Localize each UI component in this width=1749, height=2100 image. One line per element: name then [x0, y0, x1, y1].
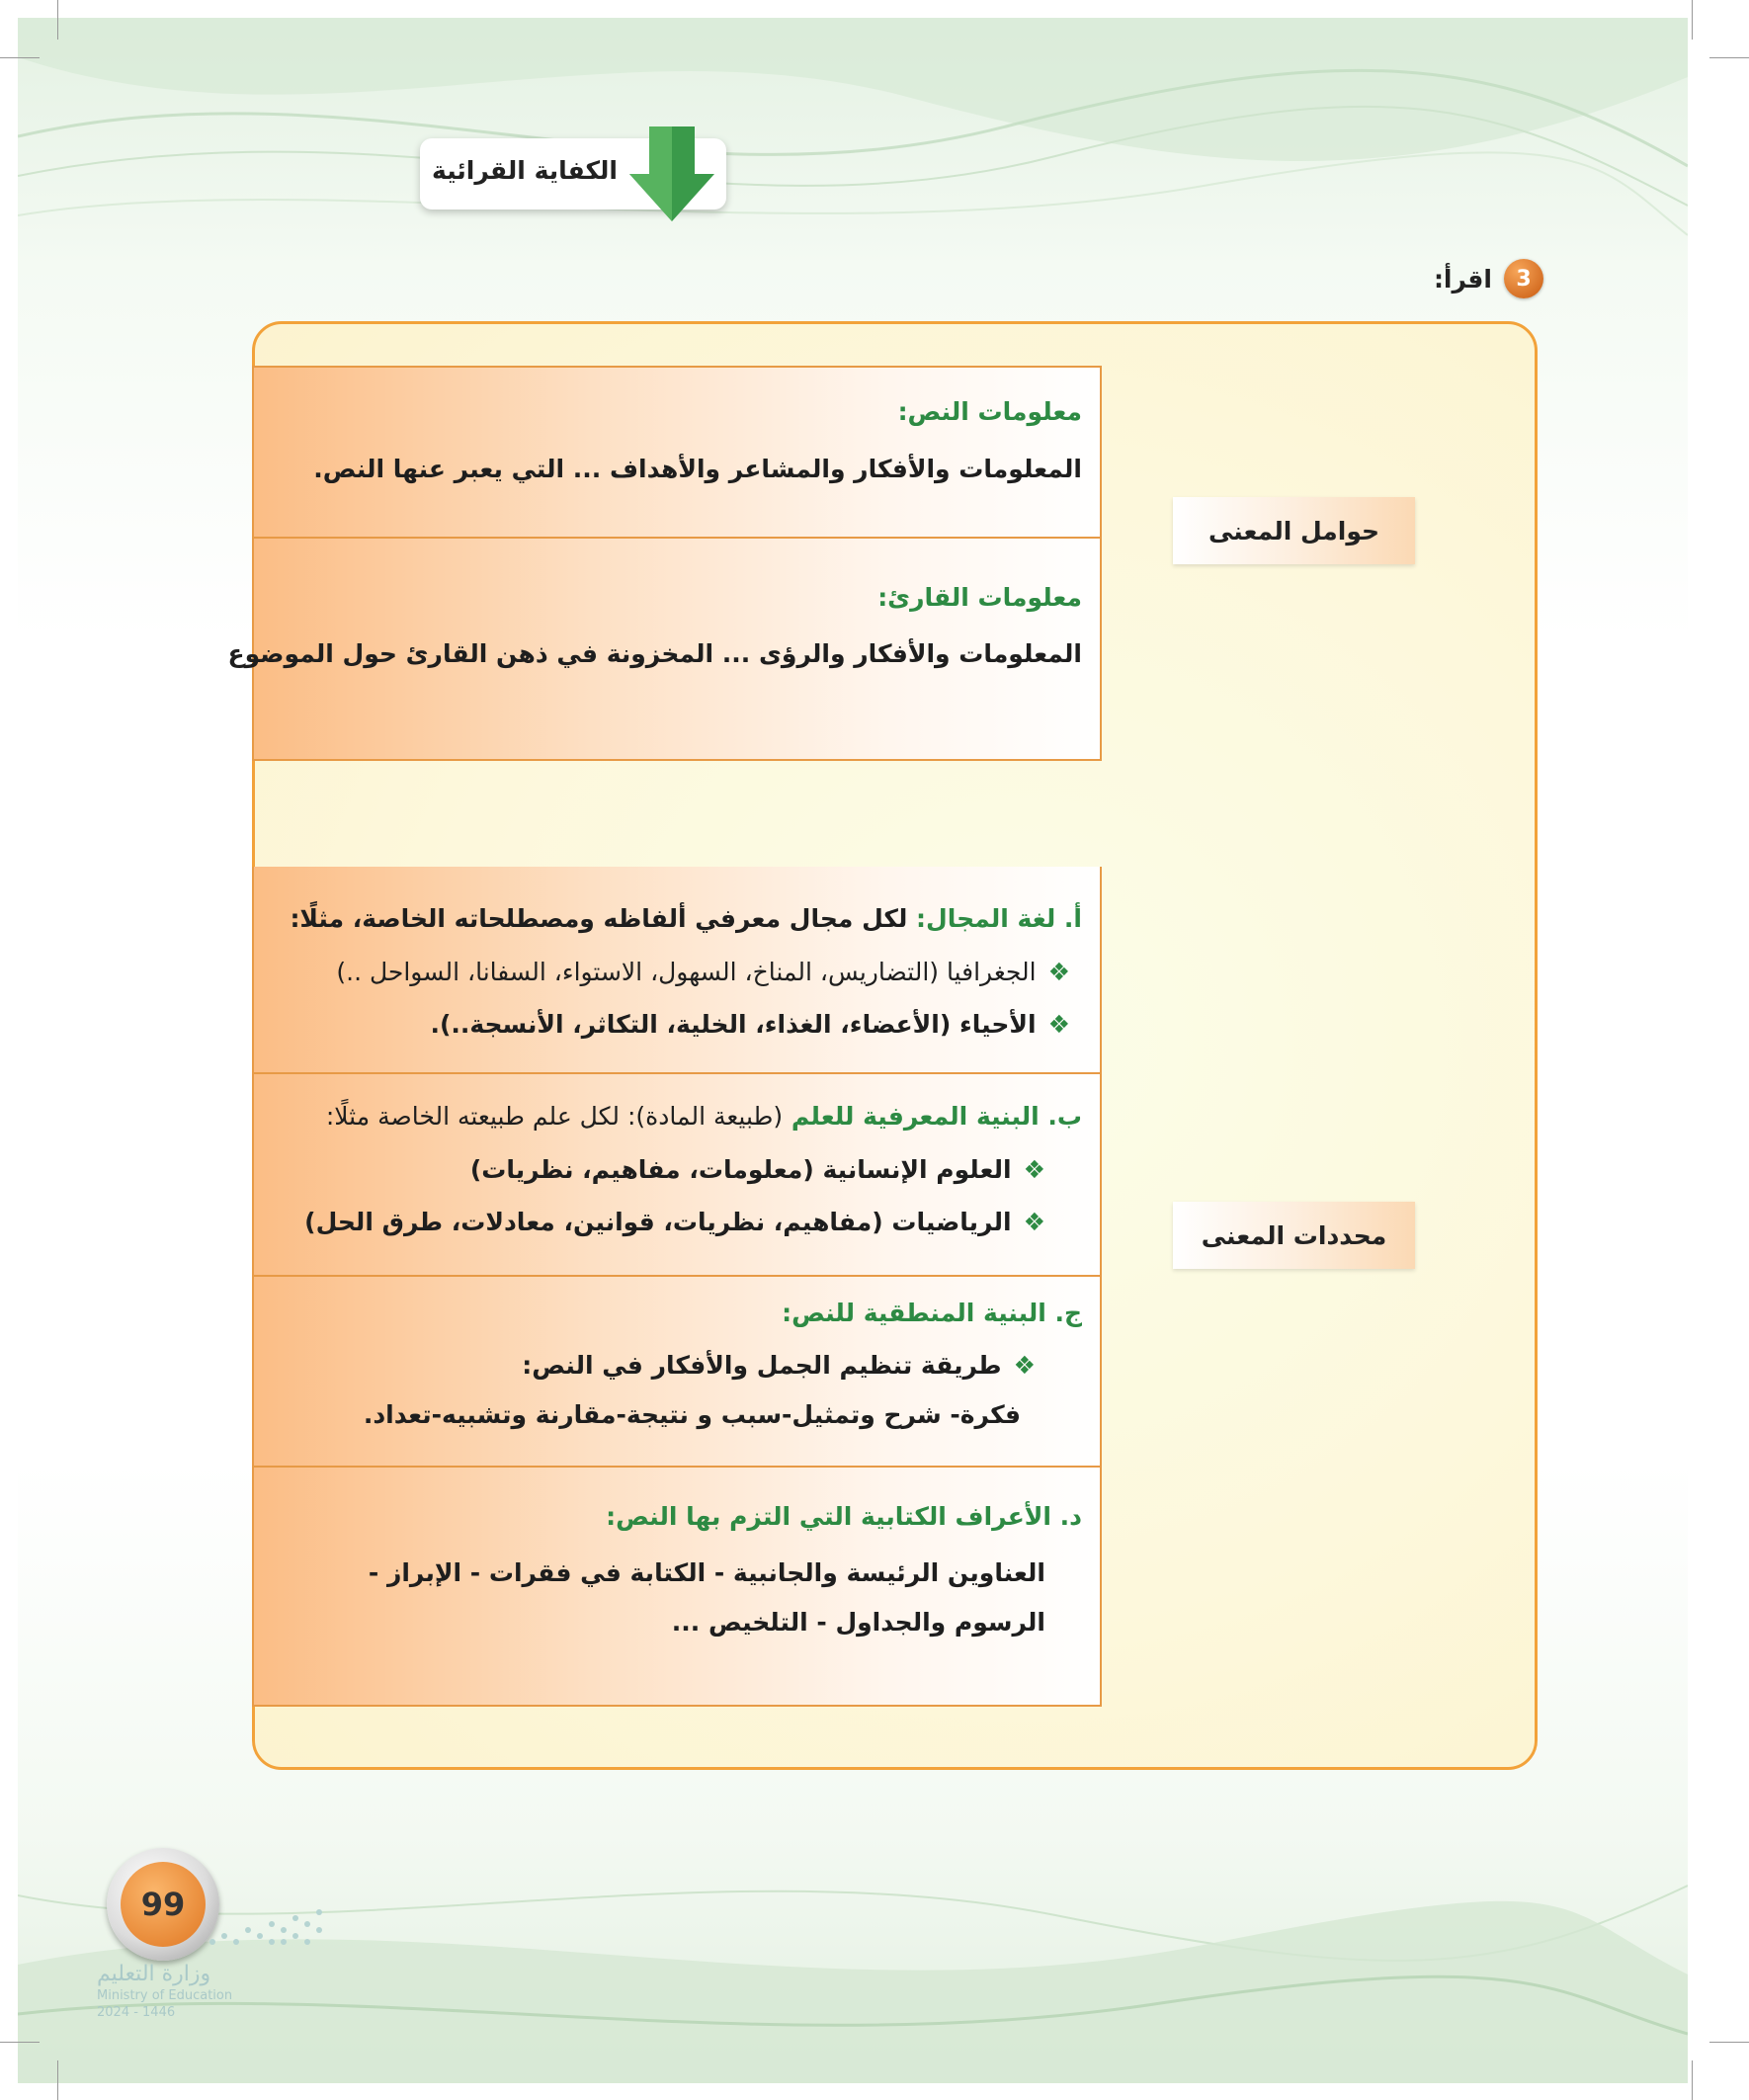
down-arrow-icon: [627, 126, 716, 225]
reader-info-box: [227, 539, 1102, 761]
ministry-name-ar: وزارة التعليم: [97, 1962, 211, 1986]
writing-conventions-body-2: الرسوم والجداول - التلخيص ...: [671, 1608, 1045, 1637]
domain-language-body: لكل مجال معرفي ألفاظه ومصطلحاته الخاصة، مثلًا:: [290, 904, 908, 933]
organization-item: طريقة تنظيم الجمل والأفكار في النص:: [522, 1351, 1002, 1380]
writing-conventions-box: [252, 1468, 1102, 1707]
crop-mark: [1692, 0, 1693, 40]
crop-mark: [1692, 2060, 1693, 2100]
writing-conventions-title: د. الأعراف الكتابية التي التزم بها النص:: [606, 1502, 1082, 1531]
top-wave-decoration: [18, 18, 1688, 275]
edition-year: 2024 - 1446: [97, 2005, 176, 2020]
domain-language-box: [252, 867, 1102, 1074]
bullet-icon: ❖: [1047, 958, 1070, 986]
bullet-icon: ❖: [1013, 1351, 1036, 1380]
domain-language-title: أ. لغة المجال:: [916, 904, 1082, 933]
crop-mark: [1709, 2042, 1749, 2043]
list-item: [304, 1208, 1045, 1236]
list-item: [336, 958, 1070, 986]
list-item: [430, 1010, 1070, 1039]
bullet-icon: ❖: [1023, 1155, 1045, 1184]
crop-mark: [0, 57, 40, 58]
crop-mark: [1709, 57, 1749, 58]
crop-mark: [57, 2060, 58, 2100]
instruction-number: 3: [1504, 259, 1543, 298]
humanities-item: العلوم الإنسانية (معلومات، مفاهيم، نظريات): [469, 1155, 1012, 1184]
text-info-title: معلومات النص:: [897, 397, 1082, 426]
bottom-wave-decoration: [18, 1826, 1688, 2083]
ministry-logo: [97, 1962, 265, 2020]
reader-info-body: المعلومات والأفكار والرؤى ... المخزونة في ذهن القارئ حول الموضوع: [227, 639, 1082, 668]
meaning-determinants-label: محددات المعنى: [1173, 1202, 1415, 1269]
section-title-tab: [420, 138, 726, 210]
writing-conventions-body-1: العناوين الرئيسة والجانبية - الكتابة في فقرات - الإبراز -: [368, 1558, 1045, 1587]
knowledge-structure-line: [326, 1102, 1082, 1131]
biology-item: الأحياء (الأعضاء، الغذاء، الخلية، التكاثر، الأنسجة..).: [430, 1010, 1037, 1039]
crop-mark: [57, 0, 58, 40]
ministry-name-en: Ministry of Education: [97, 1988, 233, 2003]
crop-mark: [0, 2042, 40, 2043]
text-info-body: المعلومات والأفكار والمشاعر والأهداف ... التي يعبر عنها النص.: [313, 455, 1082, 483]
instruction-label: اقرأ:: [1433, 264, 1492, 294]
geography-item: الجغرافيا (التضاريس، المناخ، السهول، الاستواء، السفانا، السواحل ..): [336, 958, 1037, 986]
bullet-icon: ❖: [1047, 1010, 1070, 1039]
page-number: 99: [121, 1862, 206, 1947]
organization-detail: فكرة- شرح وتمثيل-سبب و نتيجة-مقارنة وتشبيه-تعداد.: [363, 1400, 1021, 1429]
ministry-logo-dots: [203, 1902, 326, 1952]
section-title: الكفاية القرائية: [432, 156, 618, 185]
list-item: [470, 1155, 1045, 1184]
meaning-carriers-label: حوامل المعنى: [1173, 497, 1415, 564]
text-info-box: [252, 366, 1102, 539]
mathematics-item: الرياضيات (مفاهيم، نظريات، قوانين، معادلات، طرق الحل): [304, 1208, 1012, 1236]
read-instruction: [1434, 259, 1543, 298]
domain-language-line: [290, 904, 1082, 933]
list-item: [522, 1351, 1036, 1380]
logical-structure-box: [252, 1277, 1102, 1468]
logical-structure-title: ج. البنية المنطقية للنص:: [782, 1299, 1082, 1327]
knowledge-structure-box: [252, 1074, 1102, 1277]
knowledge-structure-body: (طبيعة المادة): لكل علم طبيعته الخاصة مثلًا:: [325, 1102, 784, 1131]
knowledge-structure-title: ب. البنية المعرفية للعلم: [791, 1102, 1082, 1131]
reader-info-title: معلومات القارئ:: [877, 583, 1082, 612]
bullet-icon: ❖: [1023, 1208, 1045, 1236]
